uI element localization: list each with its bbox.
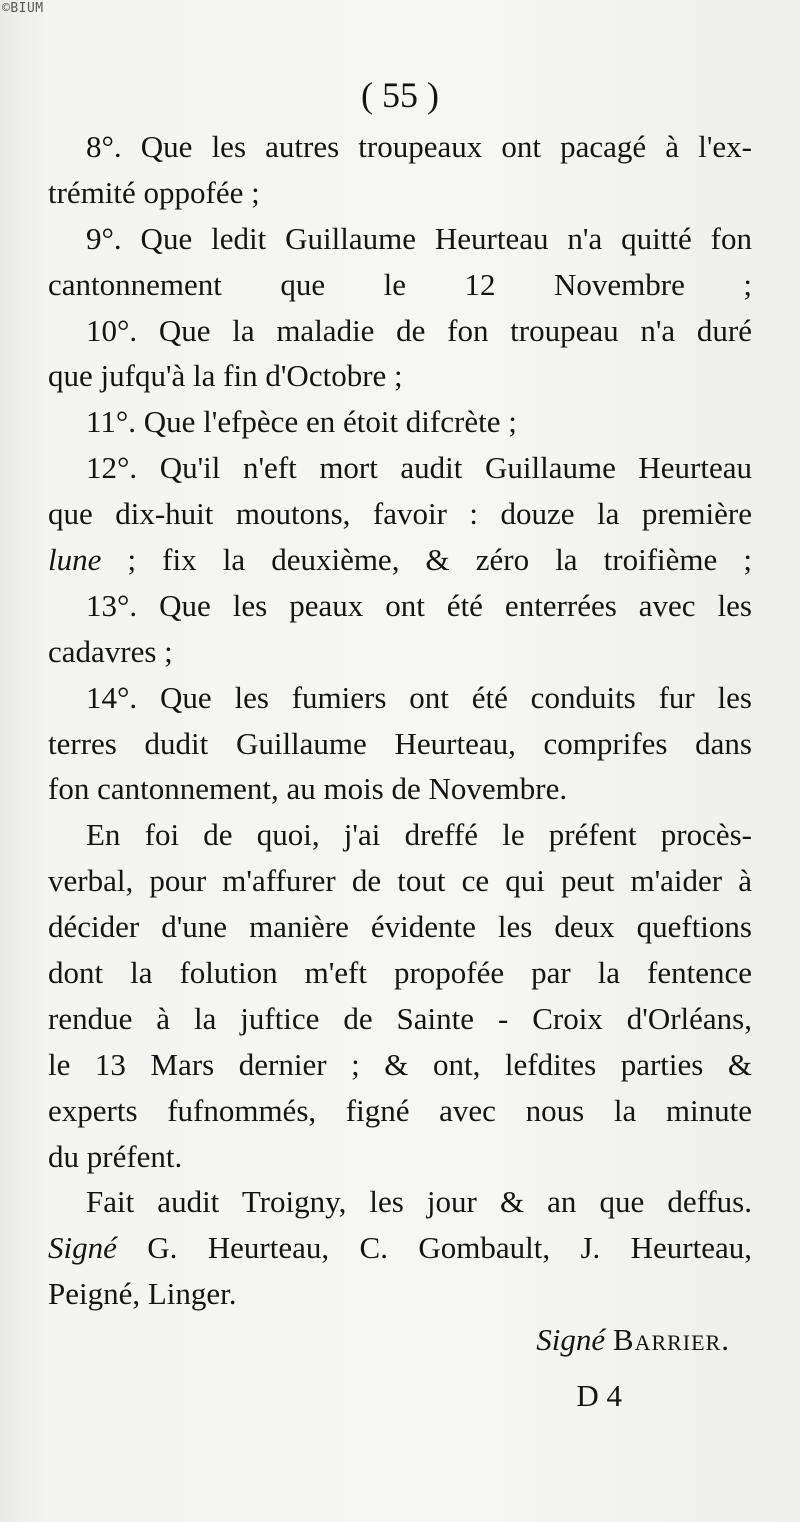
text-line: 13°. Que les peaux ont été enterrées avec les xyxy=(86,587,752,623)
text-line: Peigné, Linger. xyxy=(48,1276,237,1312)
final-signature xyxy=(48,1317,752,1363)
text-line: 9°. Que ledit Guillaume Heurteau n'a quitté fon xyxy=(86,220,752,256)
signe-label: Signé xyxy=(48,1230,117,1266)
text-line: En foi de quoi, j'ai dreffé le préfent procès- xyxy=(86,817,752,853)
lune-rest: ; fix la deuxième, & zéro la troifième ; xyxy=(101,542,752,578)
text-line: fon cantonnement, au mois de Novembre. xyxy=(48,771,568,807)
text-line: rendue à la juftice de Sainte - Croix d'Orléans, xyxy=(48,1000,752,1036)
text-line: 12°. Qu'il n'eft mort audit Guillaume Heurteau xyxy=(86,450,752,486)
text-line: décider d'une manière évidente les deux queftions xyxy=(48,909,752,945)
lune-word: lune xyxy=(48,542,102,578)
text-line: terres dudit Guillaume Heurteau, comprifes dans xyxy=(48,725,752,761)
text-line xyxy=(48,537,752,583)
text-line: cadavres ; xyxy=(48,633,173,669)
text-line: du préfent. xyxy=(48,1138,183,1174)
text-line: trémité oppofée ; xyxy=(48,174,260,210)
text-line: que dix-huit moutons, favoir : douze la première xyxy=(48,496,752,532)
text-line: le 13 Mars dernier ; & ont, lefdites parties & xyxy=(48,1046,752,1082)
text-line: cantonnement que le 12 Novembre ; xyxy=(48,266,752,302)
text-line: 10°. Que la maladie de fon troupeau n'a duré xyxy=(86,312,752,348)
text-line: que jufqu'à la fin d'Octobre ; xyxy=(48,358,403,394)
signe-label: Signé xyxy=(536,1322,606,1358)
text-line: verbal, pour m'affurer de tout ce qui peut m'aider à xyxy=(48,863,752,899)
catchword: D 4 xyxy=(576,1378,622,1414)
body-text xyxy=(48,124,752,1419)
signatories-line xyxy=(48,1225,752,1271)
text-line: dont la folution m'eft propofée par la fentence xyxy=(48,955,752,991)
watermark: ©BIUM xyxy=(2,1,44,16)
text-line: Fait audit Troigny, les jour & an que deffus. xyxy=(86,1184,752,1220)
text-line: 14°. Que les fumiers ont été conduits fur les xyxy=(86,679,752,715)
page-number: ( 55 ) xyxy=(361,75,439,115)
text-line: 8°. Que les autres troupeaux ont pacagé à l'ex- xyxy=(86,129,752,164)
signature-name: Barrier. xyxy=(612,1322,730,1358)
text-line: 11°. Que l'efpèce en étoit difcrète ; xyxy=(86,404,517,440)
text-line: experts fufnommés, figné avec nous la minute xyxy=(48,1092,752,1128)
signatories: G. Heurteau, C. Gombault, J. Heurteau, xyxy=(147,1230,752,1266)
